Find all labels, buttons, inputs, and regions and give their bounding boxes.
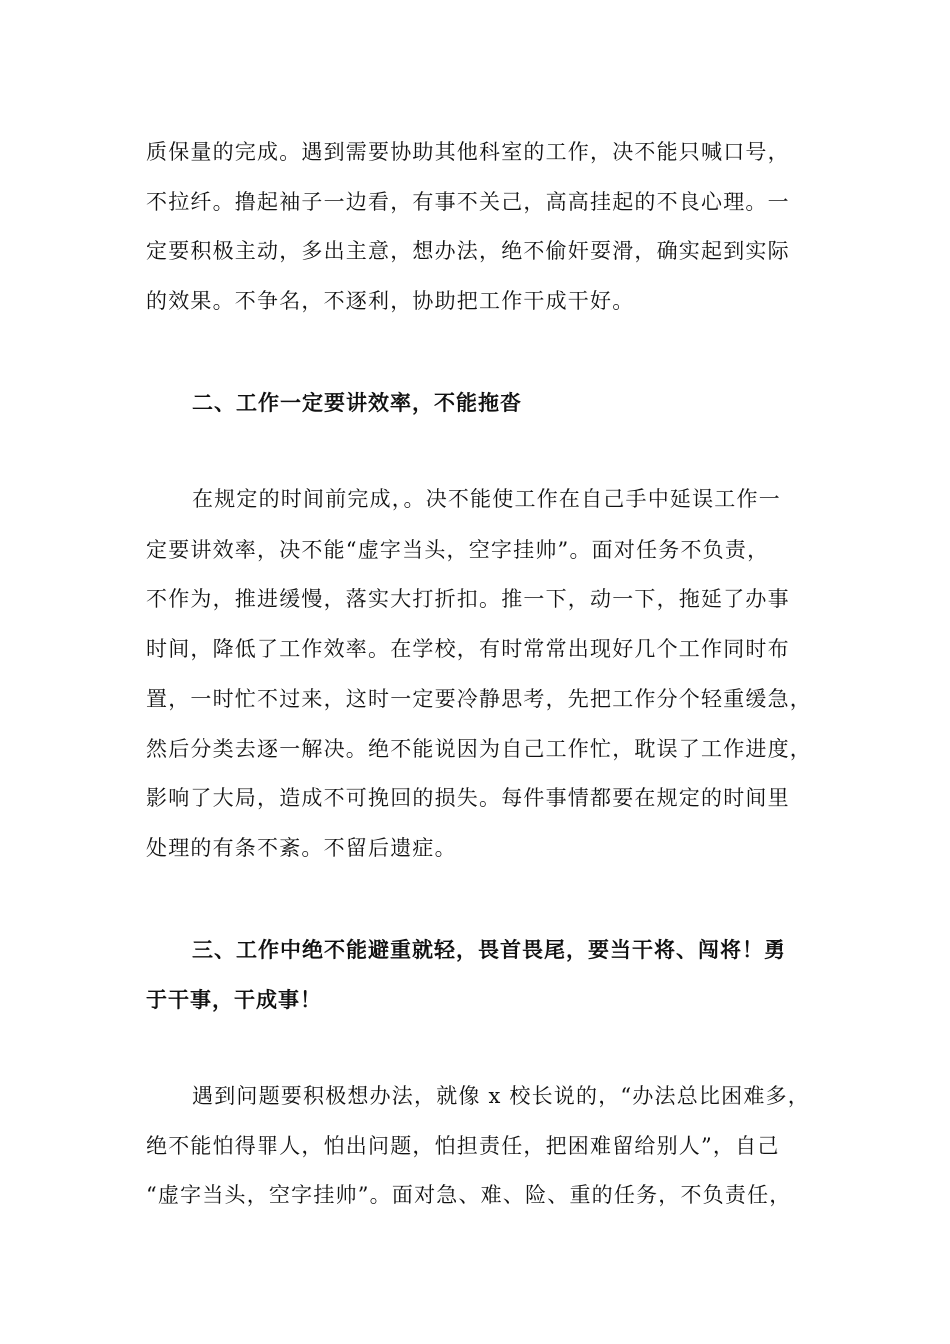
paragraph2-line-7: 影响了大局，造成不可挽回的损失。每件事情都要在规定的时间里	[146, 786, 790, 810]
paragraph2-line-4: 时间，降低了工作效率。在学校，有时常常出现好几个工作同时布	[146, 637, 790, 661]
paragraph2-line-5: 置，一时忙不过来，这时一定要冷静思考，先把工作分个轻重缓急，	[146, 687, 812, 711]
paragraph2-line-8: 处理的有条不紊。不留后遗症。	[146, 836, 457, 860]
paragraph1-line-4: 的效果。不争名，不逐利，协助把工作干成干好。	[146, 289, 635, 313]
paragraph2-line-1: 在规定的时间前完成，。决不能使工作在自己手中延误工作一	[192, 487, 781, 511]
section-heading-2: 二、工作一定要讲效率，不能拖沓	[192, 391, 522, 415]
paragraph3-line-1: 遇到问题要积极想办法，就像 x 校长说的，“办法总比困难多，	[192, 1084, 810, 1108]
section-heading-3-line-2: 于干事，干成事！	[146, 988, 322, 1012]
section-heading-3-line-1: 三、工作中绝不能避重就轻，畏首畏尾，要当干将、闯将！勇	[192, 938, 786, 962]
paragraph2-line-6: 然后分类去逐一解决。绝不能说因为自己工作忙，耽误了工作进度，	[146, 737, 812, 761]
paragraph1-line-2: 不拉纤。撸起袖子一边看，有事不关己，高高挂起的不良心理。一	[146, 190, 790, 214]
paragraph3-line-3: “虚字当头，空字挂帅”。面对急、难、险、重的任务，不负责任，	[146, 1183, 792, 1207]
paragraph2-line-2: 定要讲效率，决不能“虚字当头，空字挂帅”。面对任务不负责，	[146, 538, 770, 562]
paragraph1-line-3: 定要积极主动，多出主意，想办法，绝不偷奸耍滑，确实起到实际	[146, 239, 790, 263]
paragraph2-line-3: 不作为，推进缓慢，落实大打折扣。推一下，动一下，拖延了办事	[146, 587, 790, 611]
paragraph1-line-1: 质保量的完成。遇到需要协助其他科室的工作，决不能只喊口号，	[146, 140, 790, 164]
paragraph3-line-2: 绝不能怕得罪人，怕出问题，怕担责任，把困难留给别人”，自己	[146, 1134, 780, 1158]
